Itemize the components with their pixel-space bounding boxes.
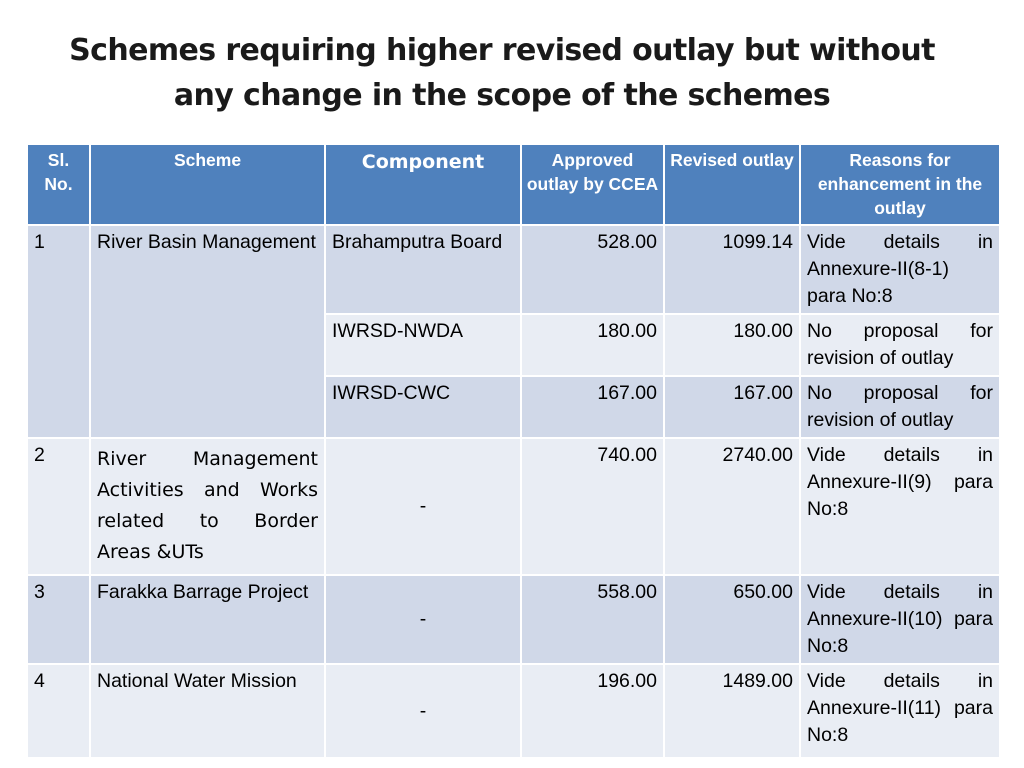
header-reasons: Reasons for enhancement in the outlay	[800, 144, 1000, 225]
scheme-cell: National Water Mission	[90, 664, 325, 758]
header-scheme: Scheme	[90, 144, 325, 225]
scheme-cell	[90, 225, 325, 438]
revised-outlay-cell: 167.00	[664, 376, 800, 438]
approved-outlay-cell: 167.00	[521, 376, 664, 438]
component-cell: IWRSD-NWDA	[325, 314, 521, 376]
table-header-row	[27, 144, 1000, 225]
table-row	[27, 664, 1000, 758]
approved-outlay-cell: 180.00	[521, 314, 664, 376]
sl-no-cell: 1	[27, 225, 90, 438]
header-sl-no: Sl. No.	[27, 144, 90, 225]
component-cell: -	[325, 438, 521, 575]
table-row	[27, 438, 1000, 575]
reason-cell: Vide details in Annexure-II(11) para No:8	[800, 664, 1000, 758]
reason-cell: No proposal for revision of outlay	[800, 376, 1000, 438]
revised-outlay-cell: 180.00	[664, 314, 800, 376]
component-cell: IWRSD-CWC	[325, 376, 521, 438]
table-row	[27, 225, 1000, 314]
revised-outlay-cell: 1099.14	[664, 225, 800, 314]
reason-cell: Vide details in Annexure-II(8-1) para No:8	[800, 225, 1000, 314]
reason-cell: Vide details in Annexure-II(10) para No:8	[800, 575, 1000, 664]
title-line-2: any change in the scope of the schemes	[173, 78, 831, 113]
table-row	[27, 575, 1000, 664]
scheme-cell: Farakka Barrage Project	[90, 575, 325, 664]
approved-outlay-cell: 558.00	[521, 575, 664, 664]
component-cell: -	[325, 575, 521, 664]
scheme-name: River Basin Management	[97, 231, 316, 253]
reason-cell: No proposal for revision of outlay	[800, 314, 1000, 376]
scheme-cell: River Management Activities and Works related to Border Areas &UTs	[90, 438, 325, 575]
approved-outlay-cell: 528.00	[521, 225, 664, 314]
reason-cell: Vide details in Annexure-II(9) para No:8	[800, 438, 1000, 575]
revised-outlay-cell: 650.00	[664, 575, 800, 664]
sl-no-cell: 2	[27, 438, 90, 575]
header-revised-outlay: Revised outlay	[664, 144, 800, 225]
title-line-1: Schemes requiring higher revised outlay but without	[69, 33, 935, 68]
sl-no-cell: 4	[27, 664, 90, 758]
header-component: Component	[325, 144, 521, 225]
schemes-table	[26, 143, 1001, 759]
approved-outlay-cell: 740.00	[521, 438, 664, 575]
header-approved-outlay: Approved outlay by CCEA	[521, 144, 664, 225]
component-cell: Brahamputra Board	[325, 225, 521, 314]
revised-outlay-cell: 2740.00	[664, 438, 800, 575]
page-title	[0, 28, 1004, 118]
revised-outlay-cell: 1489.00	[664, 664, 800, 758]
approved-outlay-cell: 196.00	[521, 664, 664, 758]
sl-no-cell: 3	[27, 575, 90, 664]
component-cell: -	[325, 664, 521, 758]
